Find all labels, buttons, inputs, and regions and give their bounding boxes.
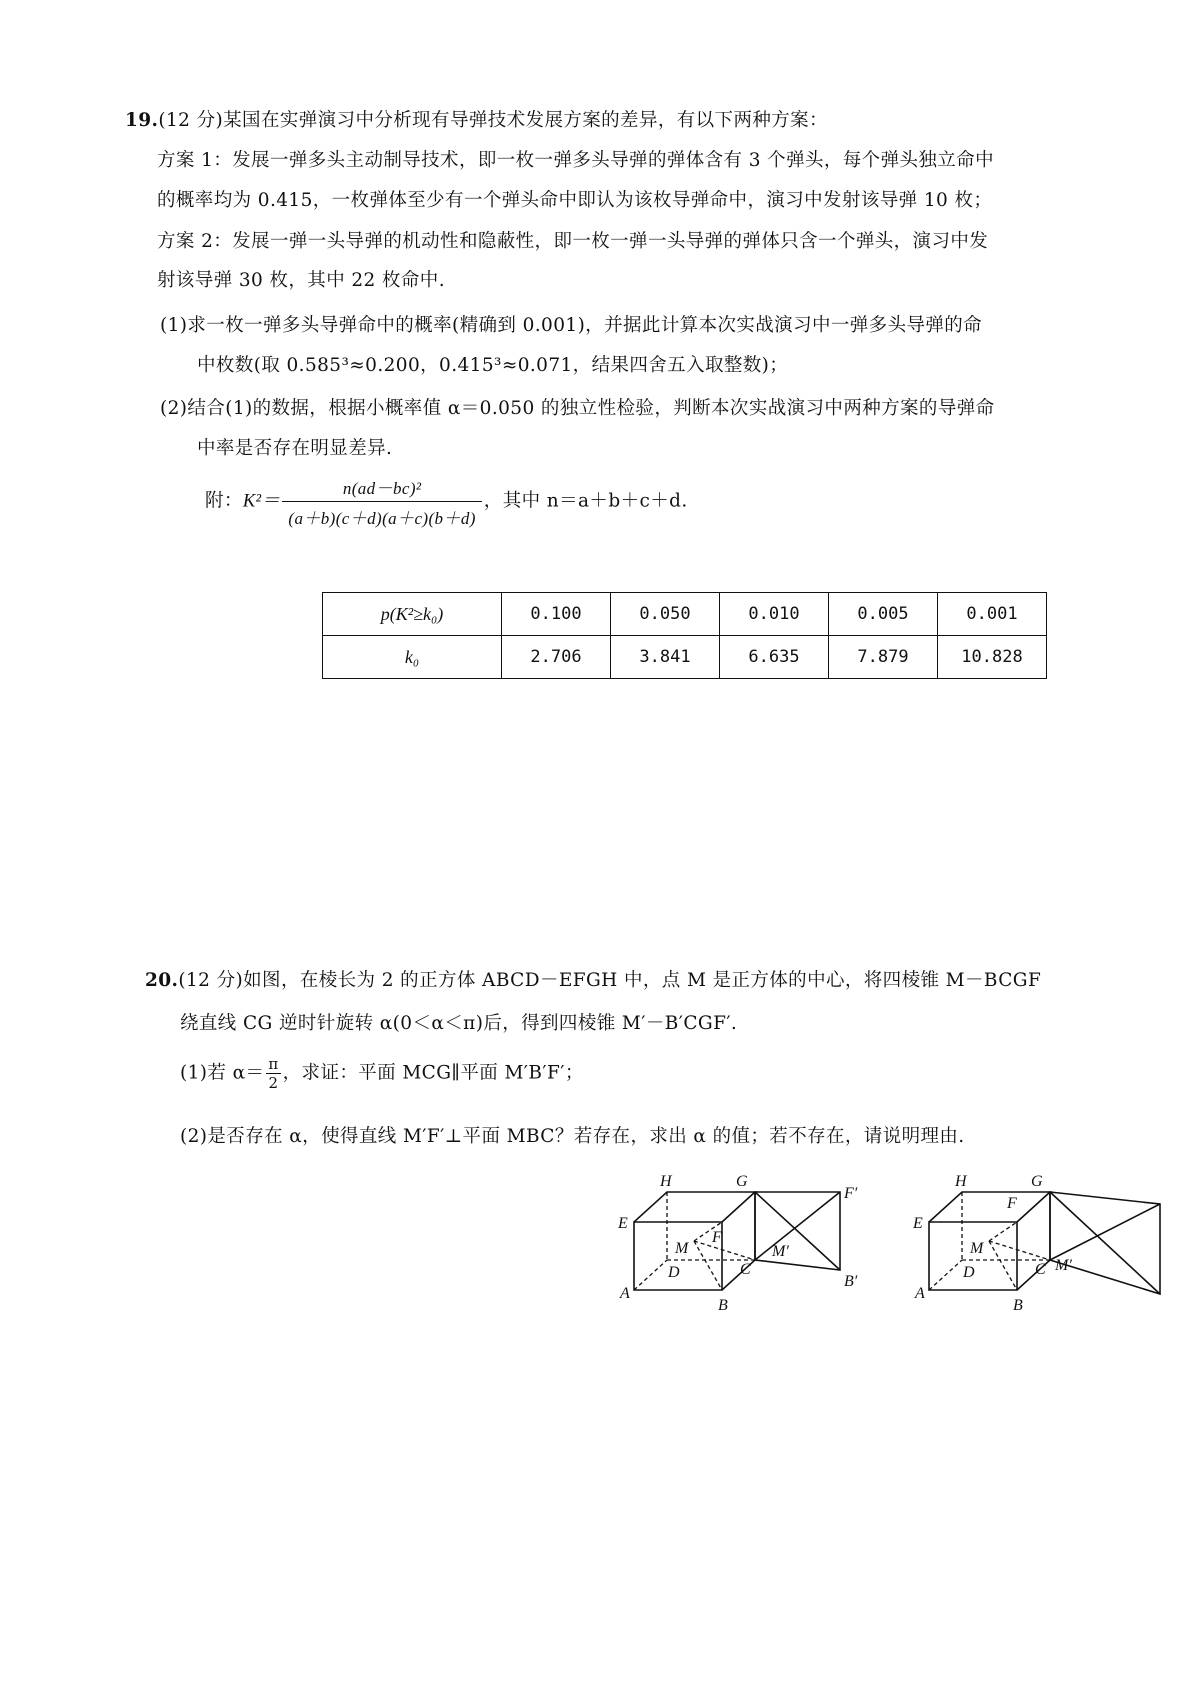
formula-suffix: ，其中 n＝a＋b＋c＋d. xyxy=(483,490,688,512)
label-D: D xyxy=(963,1264,975,1281)
q19-part1-line2: 中枚数(取 0.585³≈0.200，0.415³≈0.071，结果四舍五入取整数)； xyxy=(197,355,789,376)
critical-value-table xyxy=(322,592,1047,679)
table-cell: 6.635 xyxy=(720,636,829,679)
label-M: M xyxy=(970,1240,984,1257)
table-cell: 10.828 xyxy=(938,636,1047,679)
q20-part1 xyxy=(180,1055,584,1092)
cube-figure-right xyxy=(905,1170,1165,1320)
cube-figure-left xyxy=(610,1170,870,1320)
q19-number: 19. xyxy=(125,110,159,131)
table-row-k xyxy=(323,636,1047,679)
table-cell: 3.841 xyxy=(611,636,720,679)
table-cell: 0.100 xyxy=(502,593,611,636)
q19-plan2-line2: 射该导弹 30 枚，其中 22 枚命中. xyxy=(157,270,445,291)
q20-number: 20. xyxy=(145,970,179,991)
q20-line1-text: (12 分)如图，在棱长为 2 的正方体 ABCD－EFGH 中，点 M 是正方体的中心，将四棱锥 M－BCGF xyxy=(178,970,1042,991)
label-H: H xyxy=(955,1173,967,1190)
alpha-fraction xyxy=(266,1055,280,1092)
label-E: E xyxy=(913,1215,923,1232)
label-B: B xyxy=(1013,1297,1023,1314)
label-G: G xyxy=(1031,1173,1043,1190)
table-cell: 0.005 xyxy=(829,593,938,636)
q19-plan1-line1: 方案 1：发展一弹多头主动制导技术，即一枚一弹多头导弹的弹体含有 3 个弹头，每个弹头独立命中 xyxy=(157,150,994,171)
q19-header-text: (12 分)某国在实弹演习中分析现有导弹技术发展方案的差异，有以下两种方案： xyxy=(158,110,828,131)
formula-fraction xyxy=(282,474,481,529)
label-M-prime: M′ xyxy=(1055,1257,1072,1274)
label-F-prime: F′ xyxy=(844,1185,858,1202)
label-C: C xyxy=(1035,1261,1046,1278)
label-B-prime: B′ xyxy=(844,1273,858,1290)
table-cell: 2.706 xyxy=(502,636,611,679)
label-A: A xyxy=(915,1285,925,1302)
q20-part1-prefix: (1)若 α＝ xyxy=(180,1062,265,1084)
table-cell: 7.879 xyxy=(829,636,938,679)
alpha-numerator: π xyxy=(268,1055,279,1073)
q19-appendix-formula xyxy=(205,474,688,529)
table-header-k: k₀ xyxy=(323,636,502,679)
q20-line2: 绕直线 CG 逆时针旋转 α(0＜α＜π)后，得到四棱锥 M′－B′CGF′. xyxy=(180,1013,738,1034)
q20-line1 xyxy=(145,966,1041,992)
q20-part1-suffix: ，求证：平面 MCG∥平面 M′B′F′； xyxy=(282,1062,584,1084)
table-cell: 0.010 xyxy=(720,593,829,636)
formula-lhs: K²＝ xyxy=(242,491,281,512)
table-row-p xyxy=(323,593,1047,636)
label-M: M xyxy=(675,1240,689,1257)
q19-plan2-line1: 方案 2：发展一弹一头导弹的机动性和隐蔽性，即一枚一弹一头导弹的弹体只含一个弹头，演习中发 xyxy=(157,231,989,252)
label-E: E xyxy=(618,1215,628,1232)
appendix-prefix: 附： xyxy=(205,490,243,512)
q19-part1-line1: (1)求一枚一弹多头导弹命中的概率(精确到 0.001)，并据此计算本次实战演习中一弹多头导弹的命 xyxy=(160,315,983,336)
q19-part2-line1: (2)结合(1)的数据，根据小概率值 α＝0.050 的独立性检验，判断本次实战演习中两种方案的导弹命 xyxy=(160,398,995,419)
label-C: C xyxy=(740,1261,751,1278)
label-D: D xyxy=(668,1264,680,1281)
q20-part2: (2)是否存在 α，使得直线 M′F′⊥平面 MBC？若存在，求出 α 的值；若不存在，请说明理由. xyxy=(180,1126,965,1147)
table-header-p: p(K²≥k₀) xyxy=(323,593,502,636)
q19-plan1-line2: 的概率均为 0.415，一枚弹体至少有一个弹头命中即认为该枚导弹命中，演习中发射该导弹 10 枚； xyxy=(157,190,993,211)
label-M-prime: M′ xyxy=(772,1243,789,1260)
label-H: H xyxy=(660,1173,672,1190)
label-F: F xyxy=(712,1229,722,1246)
label-F: F xyxy=(1007,1195,1017,1212)
q19-header xyxy=(125,106,828,132)
label-A: A xyxy=(620,1285,630,1302)
label-G: G xyxy=(736,1173,748,1190)
label-B: B xyxy=(718,1297,728,1314)
table-cell: 0.001 xyxy=(938,593,1047,636)
formula-numerator: n(ad－bc)² xyxy=(282,474,481,502)
q19-part2-line2: 中率是否存在明显差异. xyxy=(197,438,393,459)
formula-denominator: (a＋b)(c＋d)(a＋c)(b＋d) xyxy=(288,509,476,528)
table-cell: 0.050 xyxy=(611,593,720,636)
alpha-denominator: 2 xyxy=(268,1074,279,1092)
